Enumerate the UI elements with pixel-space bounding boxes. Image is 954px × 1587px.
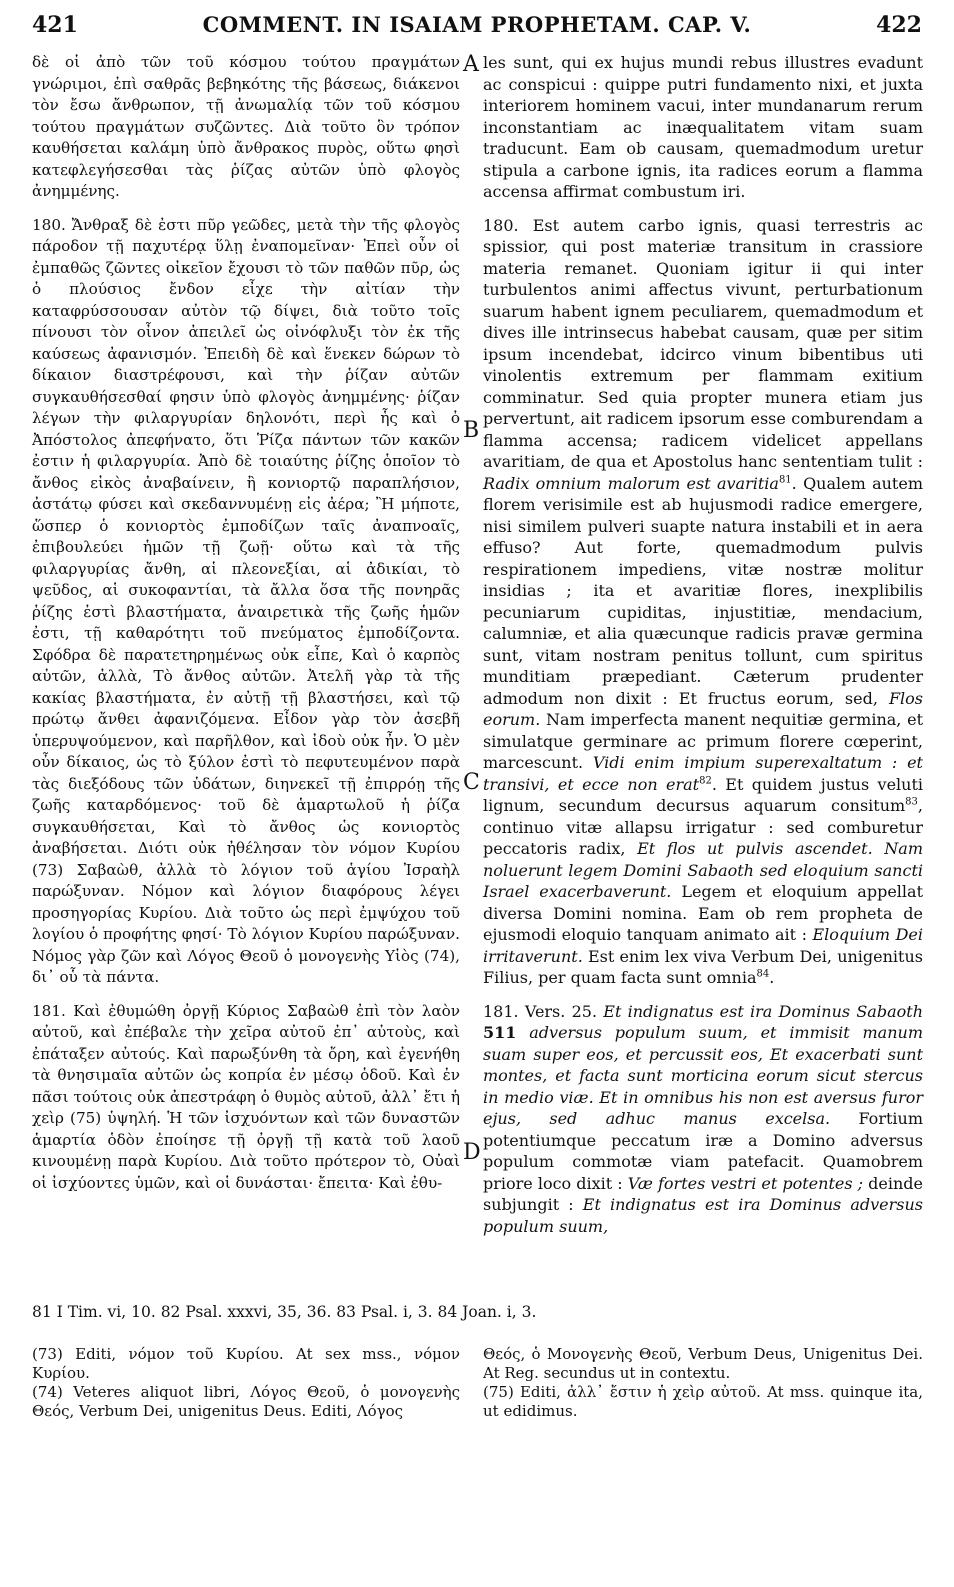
- column-number: 511: [483, 1023, 517, 1042]
- greek-column: [32, 52, 460, 1206]
- verse-label: 181. Vers. 25.: [483, 1001, 598, 1021]
- latin-paragraph-180: 180. Est autem carbo ignis, quasi terrestris ac spissior, qui post materiæ transitum in crassiore materia remanet. Quoniam igitur ii qui inter turbulentos animi affectus vivunt, perturbationum suarum habent ignem peculiarem, quemadmodum et dives ille intrinsecus habebat causam, quæ per sitim ipsum incendebat, idcirco vinum bibentibus uti vinolentis extremum per flammam exitium comminatur. Sed quia propter munera etiam jus pervertunt, ait radicem ipsorum esse comburendam a flamma accensa; radicem videlicet appellans avaritiam, de qua et Apostolus hanc sententiam tulit : Radix omnium malorum est avaritia$^{81}$. Qualem autem florem verisimile est ab hujusmodi radice emergere, nisi similem pulveri suapte natura instabili et in aera effuso? Aut forte, quemadmodum pulvis respirationem impediens, vitæ nostræ molitur insidias ; ita et avaritiæ flores, inexplibilis pecuniarum cupiditas, injustitiæ, mendacium, calumniæ, et alia quæcunque radicis pravæ germina sunt, vitam nostram penitus tollunt, cum spiritus munditiam præpediant. Cæterum prudenter admodum non dixit : Et fructus eorum, sed, Flos eorum. Nam imperfecta manent nequitiæ germina, et simulatque germinare ac primum florere cœperint, marcescunt. Vidi enim impium superexaltatum : et transivi, et ecce non erat$^{82}$. Et quidem justus veluti lignum, secundum decursus aquarum consitum$^{83}$, continuo vitæ allapsu irrigatur : sed comburetur peccatoris radix, Et flos ut pulvis ascendet. Nam noluerunt legem Domini Sabaoth sed eloquium sancti Israel exacerbaverunt. Legem et eloquium appellat diversa Domini nomina. Eam ob rem propheta de ejusmodi eloquio tanquam animato ait : Eloquium Dei irritaverunt. Est enim lex viva Verbum Dei, unigenitus Filius, per quam facta sunt omnia$^{84}$.: [483, 215, 924, 987]
- latin-citation: Flos eorum.: [483, 688, 923, 729]
- latin-column: [483, 52, 923, 1249]
- note-74: (74) Veteres aliquot libri, Λόγος Θεοῦ, ὁ μονογενὴς Θεός, Verbum Dei, unigenitus Deus. Editi, Λόγος: [32, 1383, 460, 1420]
- latin-text: Nam imperfecta manent nequitiæ germina, et simulatque germinare ac primum florere cœperint, marcescunt.: [483, 710, 923, 772]
- latin-citation: Et indignatus est ira Dominus Sabaoth: [603, 1001, 923, 1021]
- margin-marker-b: B: [463, 418, 480, 443]
- greek-paragraph-1: δὲ οἱ ἀπὸ τῶν τοῦ κόσμου τούτου πραγμάτων γνώριμοι, ἐπὶ σαθρᾶς βεβηκότης τῆς βάσεως, διάκενοι τὸν ἔσω ἄνθρωπον, τῇ ἀνωμαλίᾳ τῶν τοῦ κόσμου τούτου πραγμάτων συζῶντες. Διὰ τοῦτο ὃν τρόπον καυθήσεται καλάμη ὑπὸ ἄνθρακος πυρὸς, οὕτω φησὶ κατεφλεγήσεσθαι τὰς ῥίζας αὐτῶν ὑπὸ φλογὸς ἀνημμένης.: [32, 53, 460, 200]
- greek-paragraph-181: 181. Καὶ ἐθυμώθη ὀργῇ Κύριος Σαβαὼθ ἐπὶ τὸν λαὸν αὐτοῦ, καὶ ἐπέβαλε τὴν χεῖρα αὐτοῦ ἐπ᾽ αὐτοὺς, καὶ ἐπάταξεν αὐτούς. Καὶ παρωξύνθη τὰ ὄρη, καὶ ἐγενήθη τὰ θνησιμαῖα αὐτῶν ὡς κοπρία ἐν μέσῳ ὁδοῦ. Καὶ ἐν πᾶσι τούτοις οὐκ ἀπεστράφη ὁ θυμὸς αὐτοῦ, ἀλλ᾽ ἔτι ἡ χεὶρ (75) ὑψηλή. Ἡ τῶν ἰσχυόντων καὶ τῶν δυναστῶν ἁμαρτία ὁδὸν ἐποίησε τῇ ὀργῇ τῇ κατὰ τοῦ λαοῦ κινουμένῃ παρὰ Κυρίου. Διὰ τοῦτο πρότερον τὸ, Οὐαὶ οἱ ἰσχύοντες ὑμῶν, καὶ οἱ δυνάσται· ἔπειτα· Καὶ ἐθυ-: [32, 1001, 460, 1192]
- latin-text: 180. Est autem carbo ignis, quasi terrestris ac spissior, qui post materiæ transitum in crassiore materia remanet. Quoniam igitur ii qui inter turbulentos animi affectus vivunt, perturbationum suarum habent ignem peculiarem, quemadmodum et dives ille intrinsecus habebat causam, quæ per sitim ipsum incendebat, idcirco vinum bibentibus uti vinolentis extremum per flammam exitium comminatur. Sed quia propter munera etiam jus pervertunt, ait radicem ipsorum esse comburendam a flamma accensa; radicem videlicet appellans avaritiam, de qua et Apostolus hanc sententiam tulit :: [483, 215, 923, 471]
- latin-text: Est enim lex viva Verbum Dei, unigenitus Filius, per quam facta sunt omnia: [483, 946, 923, 987]
- scripture-references: 81 I Tim. vi, 10. 82 Psal. xxxvi, 35, 36. 83 Psal. i, 3. 84 Joan. i, 3.: [32, 1302, 922, 1321]
- latin-text: Fortium potentiumque peccatum iræ a Domino adversus populum commotæ viam patefacit. Quamobrem priore loco dixit :: [483, 1109, 923, 1193]
- running-title: COMMENT. IN ISAIAM PROPHETAM. CAP. V.: [202, 12, 752, 37]
- latin-citation: Eloquium Dei irritaverunt.: [483, 925, 924, 966]
- latin-citation: Et flos ut pulvis ascendet. Nam noluerunt legem Domini Sabaoth sed eloquium sancti Israel exacerbaverunt.: [483, 839, 923, 901]
- latin-paragraph-1: les sunt, qui ex hujus mundi rebus illustres evadunt ac conspicui : quippe putri fundamento nixi, et juxta interiorem hominem vacui, inter mundanarum rerum inconstantiam ac inæqualitatem vitam suam traducunt. Eam ob causam, quemadmodum uretur stipula a carbone ignis, ita radices eorum a flamma accensa affirmat combustum iri.: [483, 53, 923, 201]
- latin-text: . Et quidem justus veluti lignum, secundum decursus aquarum consitum: [483, 774, 924, 815]
- page-number-left: 421: [32, 12, 78, 38]
- note-74-continued: Θεός, ὁ Μονογενὴς Θεοῦ, Verbum Deus, Unigenitus Dei. At Reg. secundus ut in contextu.: [483, 1345, 923, 1382]
- notes-left: [32, 1345, 460, 1421]
- footnote-ref: 82: [699, 775, 712, 787]
- latin-paragraph-181: [483, 1001, 923, 1238]
- note-75: (75) Editi, ἀλλ᾽ ἔστιν ἡ χεὶρ αὐτοῦ. At mss. quinque ita, ut edidimus.: [483, 1383, 923, 1420]
- latin-text: deinde subjungit :: [483, 1173, 923, 1214]
- margin-marker-c: C: [463, 770, 480, 795]
- footnote-ref: 83: [905, 796, 918, 808]
- latin-citation: adversus populum suum, et immisit manum suam super eos, et percussit eos, Et exacerbati sunt montes, et facta sunt morticina eorum sicut stercus in medio viæ. Et in omnibus his non est aversus furor ejus, sed adhuc manus excelsa.: [483, 1023, 923, 1128]
- latin-citation: Radix omnium malorum est avaritia: [483, 473, 779, 493]
- latin-citation: Vidi enim impium superexaltatum : et transivi, et ecce non erat: [483, 753, 923, 794]
- page-header: [32, 12, 922, 52]
- margin-marker-d: D: [463, 1140, 481, 1165]
- notes-right: [483, 1345, 923, 1421]
- footnote-ref: 84: [756, 968, 770, 980]
- footnote-ref: 81: [778, 474, 792, 486]
- latin-text: . Qualem autem florem verisimile est ab hujusmodi radice emergere, nisi similem pulveri suapte natura instabili et in aera effuso? Aut forte, quemadmodum pulvis respirationem impediens, vitæ nostræ molitur insidias ; ita et avaritiæ flores, inexplibilis pecuniarum cupiditas, injustitiæ, mendacium, calumniæ, et alia quæcunque radicis pravæ germina sunt, vitam nostram penitus tollunt, cum spiritus munditiam præpediant. Cæterum prudenter admodum non dixit : Et fructus eorum, sed,: [483, 473, 924, 708]
- greek-paragraph-180: 180. Ἄνθραξ δὲ ἐστι πῦρ γεῶδες, μετὰ τὴν τῆς φλογὸς πάροδον τῇ παχυτέρᾳ ὕλῃ ἐναπομεῖναν· Ἐπεὶ οὖν οἱ ἐμπαθῶς ζῶντες οἰκεῖον ἔχουσι τὸ τῶν παθῶν πῦρ, ὡς ὁ πλούσιος ἔνδον εἶχε τὴν αἰτίαν τὴν καταφρύσσουσαν αὐτὸν τῷ δίψει, διὰ τοῦτο τοῖς πίνουσι τὸν οἶνον ἀπειλεῖ ὡς οἰνόφλυξι τὸν ἐκ τῆς καύσεως ἀφανισμόν. Ἐπειδὴ δὲ καὶ ἕνεκεν δώρων τὸ δίκαιον διαστρέφουσι, καὶ τὴν ῥίζαν αὐτῶν συγκαυθήσεσθαί φησιν ὑπὸ φλογὸς ἀνημμένης· ῥίζαν λέγων τὴν φιλαργυρίαν δηλονότι, περὶ ἧς καὶ ὁ Ἀπόστολος ἀπεφήνατο, ὅτι Ῥίζα πάντων τῶν κακῶν ἐστιν ἡ φιλαργυρία. Ἀπὸ δὲ τοιαύτης ῥίζης ὁποῖον τὸ ἄνθος εἰκὸς ἀναβαίνειν, ἢ κονιορτῷ παραπλήσιον, ἀστάτῳ φύσει καὶ σκεδαννυμένῃ εἰς ἀέρα; Ἢ μήποτε, ὥσπερ ὁ κονιορτὸς ἐμποδίζων ταῖς ἀναπνοαῖς, ἐπιβουλεύει ἡμῶν τῇ ζωῇ· οὕτω καὶ τὰ τῆς φιλαργυρίας ἄνθη, αἱ πλεονεξίαι, αἱ ἀδικίαι, τὸ ψεῦδος, αἱ συκοφαντίαι, τὰ ἄλλα ὅσα τῆς πονηρᾶς ῥίζης ἐστὶ βλαστήματα, ἀναιρετικὰ τῆς ζωῆς ἡμῶν ἐστι, τῇ καθαρότητι τοῦ πνεύματος ἐμποδίζοντα. Σφόδρα δὲ παρατετηρημένως οὐκ εἶπε, Καὶ ὁ καρπὸς αὐτῶν, ἀλλὰ, Τὸ ἄνθος αὐτῶν. Ἀτελῆ γὰρ τὰ τῆς κακίας βλαστήματα, ἐν αὐτῇ τῇ βλαστήσει, καὶ τῷ πρώτῳ ἄνθει ἀφανιζόμενα. Εἶδον γὰρ τὸν ἀσεβῆ ὑπερυψούμενον, καὶ παρῆλθον, καὶ ἰδοὺ οὐκ ἦν. Ὁ μὲν οὖν δίκαιος, ὡς τὸ ξύλον ἐστὶ τὸ πεφυτευμένον παρὰ τὰς διεξόδους τῶν ὑδάτων, διηνεκεῖ τῇ ἐπιρρόῃ τῆς ζωῆς καταρδόμενος· τοῦ δὲ ἁμαρτωλοῦ ἡ ῥίζα συγκαυθήσεται, Καὶ τὸ ἄνθος ὡς κονιορτὸς ἀναβήσεται. Διότι οὐκ ἠθέλησαν τὸν νόμον Κυρίου (73) Σαβαὼθ, ἀλλὰ τὸ λόγιον τοῦ ἁγίου Ἰσραὴλ παρώξυναν. Νόμον καὶ λόγιον διαφόρους λέγει προσηγορίας Κυρίου. Διὰ τοῦτο ὡς περὶ ἐμψύχου τοῦ λογίου ὁ προφήτης φησί· Τὸ λόγιον Κυρίου παρώξυναν. Νόμος γὰρ ζῶν καὶ Λόγος Θεοῦ ὁ μονογενὴς Υἱὸς (74), δι᾽ οὗ τὰ πάντα.: [32, 215, 460, 986]
- latin-text: , continuo vitæ allapsu irrigatur : sed comburetur peccatoris radix,: [483, 796, 923, 858]
- margin-marker-a: A: [463, 52, 479, 77]
- latin-citation: Et indignatus est ira Dominus adversus populum suum,: [483, 1195, 924, 1236]
- note-73: (73) Editi, νόμον τοῦ Κυρίου. At sex mss., νόμον Κυρίου.: [32, 1345, 460, 1382]
- page-number-right: 422: [876, 12, 922, 38]
- latin-text: Legem et eloquium appellat diversa Domini nomina. Eam ob rem propheta de ejusmodi eloquio tanquam animato ait :: [483, 882, 924, 944]
- latin-citation: Væ fortes vestri et potentes ;: [627, 1173, 864, 1193]
